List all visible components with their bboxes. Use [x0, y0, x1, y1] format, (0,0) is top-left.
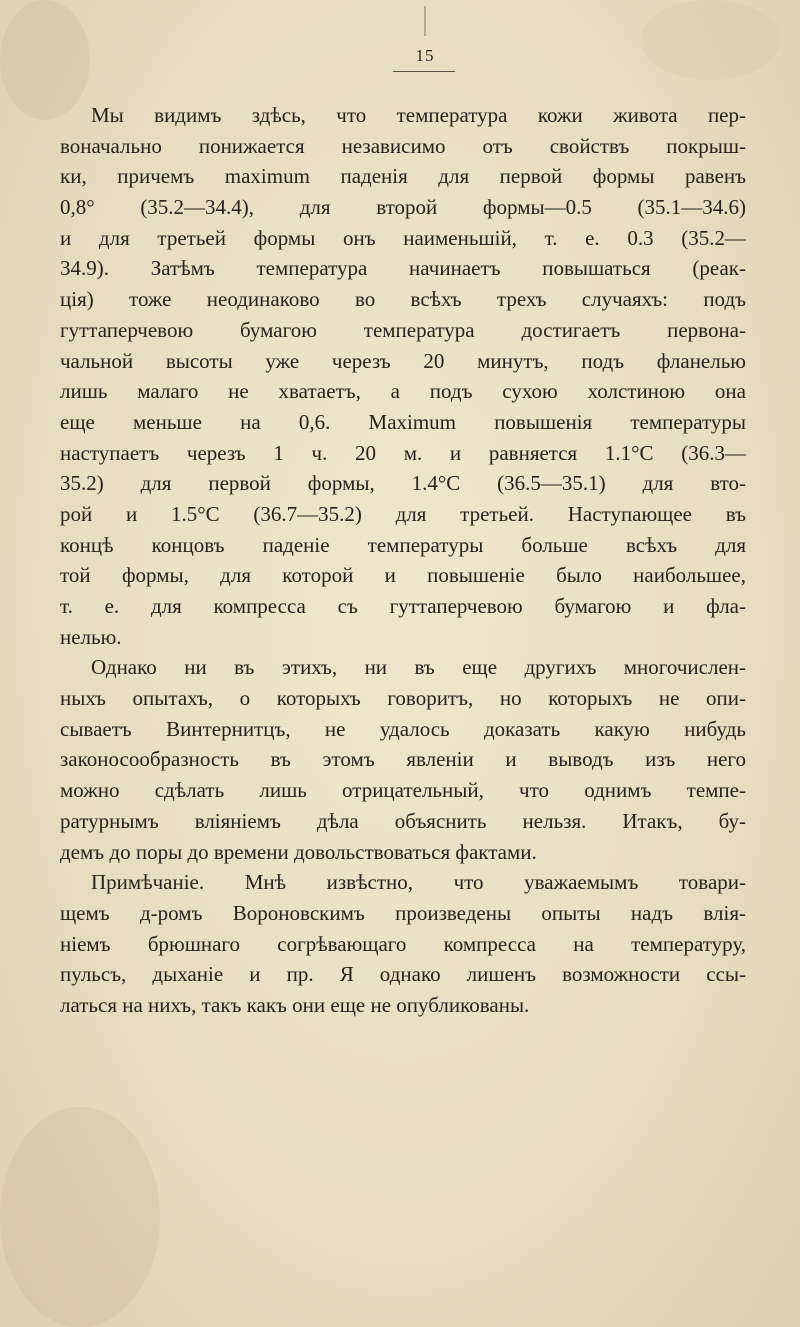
text-line: т. е. для компресса съ гуттаперчевою бумагою и фла- — [60, 594, 746, 618]
text-line: 35.2) для первой формы, 1.4°C (36.5—35.1) для вто- — [60, 471, 746, 496]
text-line: ратурнымъ вліяніемъ дѣла объяснить нельзя. Итакъ, бу- — [60, 808, 746, 833]
note-line: ніемъ брюшнаго согрѣвающаго компресса на температуру, — [60, 931, 746, 956]
text-line: можно сдѣлать лишь отрицательный, что однимъ темпе- — [60, 778, 746, 803]
text-line: наступаетъ черезъ 1 ч. 20 м. и равняется 1.1°C (36.3— — [60, 440, 746, 465]
note-line: щемъ д-ромъ Вороновскимъ произведены опыты надъ влія- — [60, 900, 746, 925]
text-line: и для третьей формы онъ наименьшій, т. е. 0.3 (35.2— — [60, 225, 746, 250]
text-line: еще меньше на 0,6. Maximum повышенія температуры — [60, 409, 746, 434]
binding-mark — [424, 6, 426, 36]
text-line: 0,8° (35.2—34.4), для второй формы—0.5 (35.1—34.6) — [60, 195, 746, 220]
text-line: концѣ концовъ паденіе температуры больше всѣхъ для — [60, 532, 746, 557]
text-line: Однако ни въ этихъ, ни въ еще другихъ многочислен- — [91, 655, 746, 680]
text-line: чальной высоты уже черезъ 20 минутъ, подъ фланелью — [60, 348, 746, 373]
body-text — [60, 100, 746, 1021]
text-line: ныхъ опытахъ, о которыхъ говоритъ, но которыхъ не опи- — [60, 686, 746, 711]
page-number: 15 — [415, 46, 435, 65]
paper-stain — [0, 1107, 160, 1327]
text-line: ки, причемъ maximum паденія для первой формы равенъ — [60, 164, 746, 189]
note-line: пульсъ, дыханіе и пр. Я однако лишенъ возможности ссы- — [60, 962, 746, 987]
text-line: ція) тоже неодинаково во всѣхъ трехъ случаяхъ: подъ — [60, 287, 746, 312]
text-line: законосообразность въ этомъ явленіи и выводъ изъ него — [60, 747, 746, 772]
note-line: латься на нихъ, такъ какъ они еще не опубликованы. — [60, 992, 530, 1017]
text-line: нелью. — [60, 624, 122, 649]
paper-stain — [640, 0, 780, 80]
text-line: 34.9). Затѣмъ температура начинаетъ повышаться (реак- — [60, 256, 746, 281]
page-number-rule — [393, 71, 455, 72]
text-line: воначально понижается независимо отъ свойствъ покрыш- — [60, 133, 746, 158]
text-line: гуттаперчевою бумагою температура достигаетъ первона- — [60, 317, 746, 342]
text-line: лишь малаго не хватаетъ, а подъ сухою холстиною она — [60, 379, 746, 404]
note-line: Примѣчаніе. Мнѣ извѣстно, что уважаемымъ товари- — [91, 870, 746, 895]
text-line: демъ до поры до времени довольствоваться фактами. — [60, 839, 537, 864]
text-line: Мы видимъ здѣсь, что температура кожи живота пер- — [91, 103, 746, 127]
text-line: сываетъ Винтернитцъ, не удалось доказать какую нибудь — [60, 716, 746, 741]
text-line: рой и 1.5°C (36.7—35.2) для третьей. Наступающее въ — [60, 501, 746, 526]
text-line: той формы, для которой и повышеніе было наибольшее, — [60, 563, 746, 588]
